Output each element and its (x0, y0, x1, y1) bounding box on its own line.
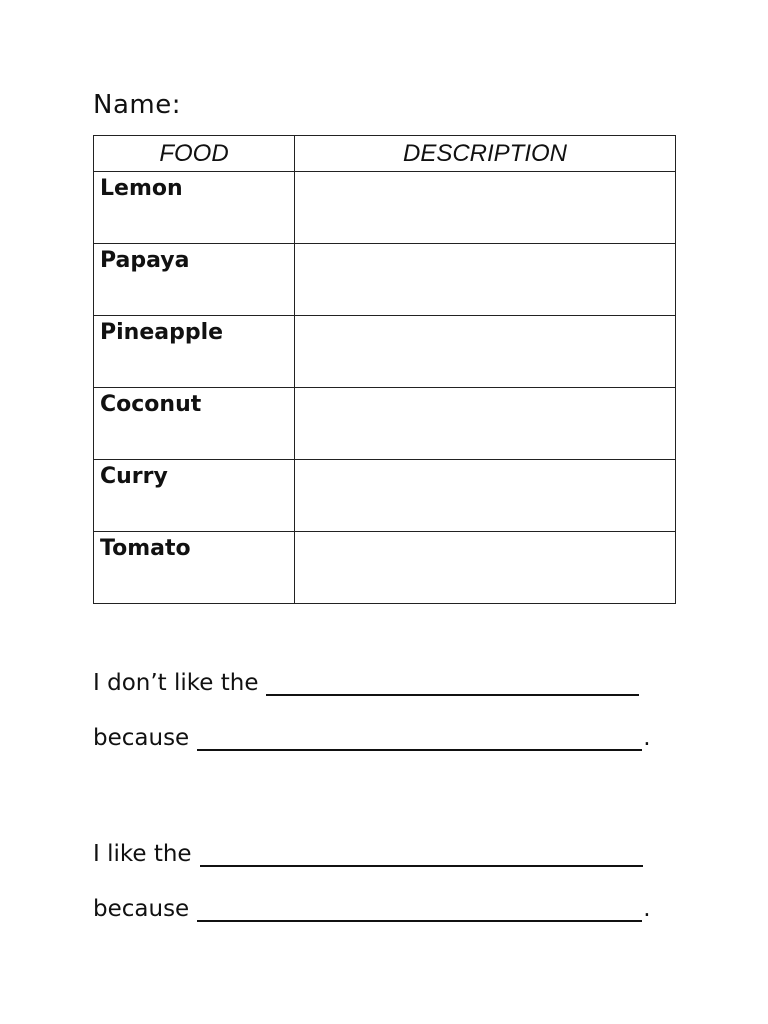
like-prefix: I like the (93, 841, 192, 867)
like-because-label: because (93, 896, 190, 922)
food-name: Pineapple (100, 320, 224, 345)
description-cell[interactable] (295, 460, 676, 532)
dislike-reason-blank[interactable] (197, 725, 642, 751)
header-food: FOOD (94, 136, 295, 172)
food-name: Papaya (100, 248, 190, 273)
food-cell (94, 172, 295, 244)
like-reason-blank[interactable] (197, 896, 642, 922)
dislike-food-blank[interactable] (266, 670, 639, 696)
food-cell (94, 460, 295, 532)
table-row (94, 460, 676, 532)
dislike-sentence (93, 670, 639, 696)
like-reason-sentence (93, 896, 651, 922)
description-cell[interactable] (295, 316, 676, 388)
table-row (94, 172, 676, 244)
dislike-period: . (643, 725, 651, 751)
description-cell[interactable] (295, 532, 676, 604)
description-cell[interactable] (295, 244, 676, 316)
food-name: Tomato (100, 536, 191, 561)
food-cell (94, 244, 295, 316)
table-row (94, 316, 676, 388)
food-cell (94, 316, 295, 388)
table-row (94, 532, 676, 604)
table-row (94, 388, 676, 460)
description-cell[interactable] (295, 388, 676, 460)
table-row (94, 244, 676, 316)
like-food-blank[interactable] (200, 841, 643, 867)
name-label: Name: (93, 90, 181, 120)
like-sentence (93, 841, 643, 867)
dislike-because-label: because (93, 725, 190, 751)
dislike-reason-sentence (93, 725, 651, 751)
table-header-row (94, 136, 676, 172)
food-name: Coconut (100, 392, 202, 417)
food-cell (94, 388, 295, 460)
description-cell[interactable] (295, 172, 676, 244)
header-description: DESCRIPTION (295, 136, 676, 172)
food-name: Lemon (100, 176, 183, 201)
food-cell (94, 532, 295, 604)
food-name: Curry (100, 464, 168, 489)
like-period: . (643, 896, 651, 922)
food-description-table (93, 135, 676, 604)
dislike-prefix: I don’t like the (93, 670, 259, 696)
